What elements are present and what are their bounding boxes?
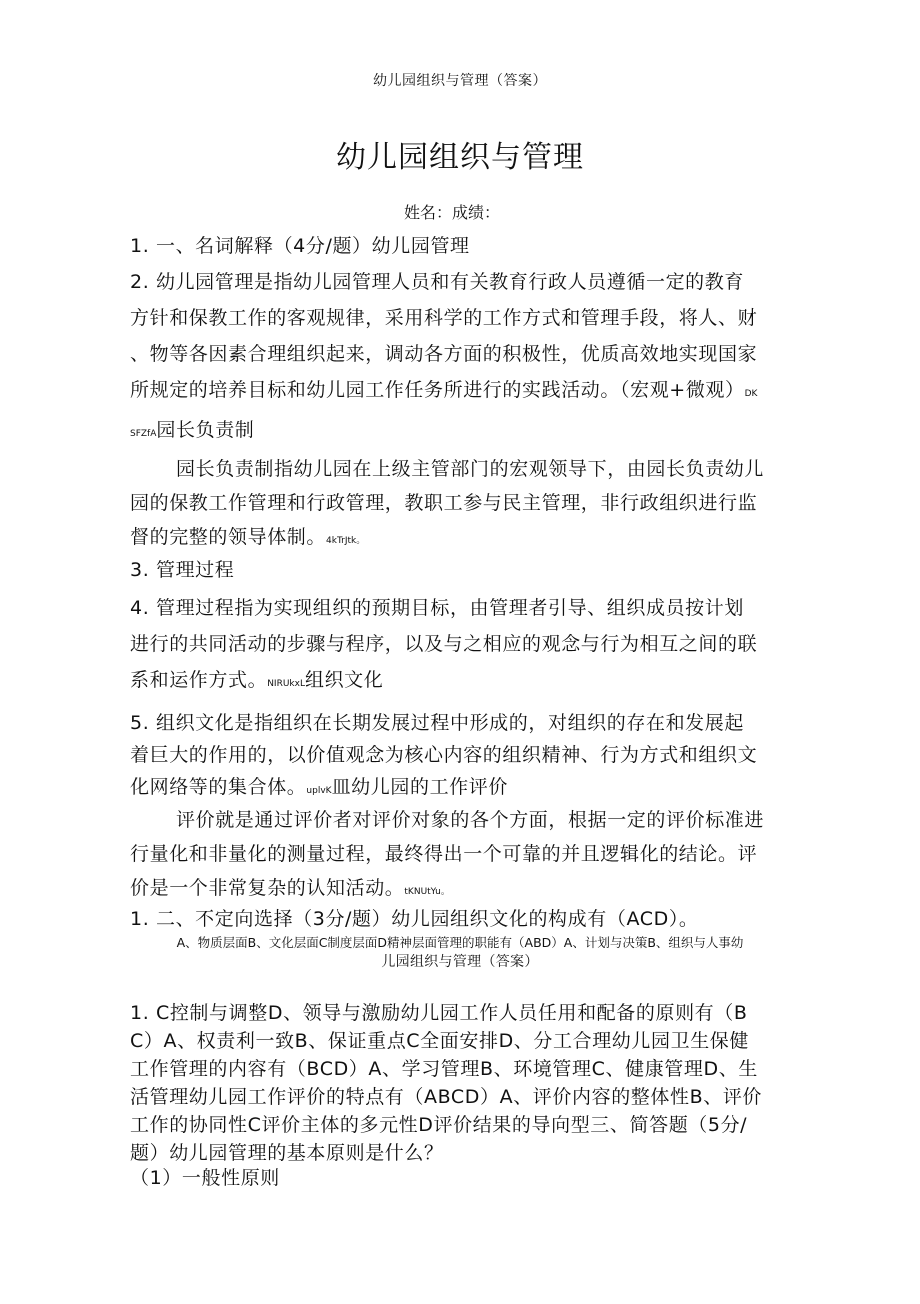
text: 化网络等的集合体。 [130, 776, 307, 798]
line: 工作的协同性C评价主体的多元性D评价结果的导向型三、简答题（5分/ [130, 1114, 748, 1136]
heading: 皿幼儿园的工作评价 [331, 776, 508, 798]
text: 所规定的培养目标和幼儿园工作任务所进行的实践活动。（宏观+微观） [130, 379, 745, 401]
line: C）A、权责利一致B、保证重点C全面安排D、分工合理幼儿园卫生保健 [130, 1030, 749, 1052]
paragraph-11 [130, 1160, 790, 1196]
line: 进行的共同活动的步骤与程序，以及与之相应的观念与行为相互之间的联 [130, 633, 758, 655]
document-title: 幼儿园组织与管理 [336, 140, 584, 175]
line [130, 771, 790, 807]
line: （1）一般性原则 [130, 1167, 280, 1189]
line: 5. 组织文化是指组织在长期发展过程中形成的，对组织的存在和发展起 [130, 712, 744, 734]
paragraph-5 [130, 590, 790, 702]
paragraph-4 [130, 552, 790, 588]
line: 题）幼儿园管理的基本原则是什么？ [130, 1142, 444, 1164]
paragraph-6 [130, 707, 790, 807]
line: 行量化和非量化的测量过程，最终得出一个可靠的并且逻辑化的结论。评 [130, 843, 758, 865]
paragraph-8 [130, 901, 790, 937]
line: 活管理幼儿园工作评价的特点有（ABCD）A、评价内容的整体性B、评价 [130, 1086, 763, 1108]
line: 1. 二、不定向选择（3分/题）幼儿园组织文化的构成有（ACD）。 [130, 908, 699, 930]
ocr-artifact: DK [744, 389, 758, 399]
text: 系和运作方式。 [130, 669, 268, 691]
line: 4. 管理过程指为实现组织的预期目标，由管理者引导、组织成员按计划 [130, 597, 744, 619]
line [130, 662, 790, 702]
ocr-artifact: NIRUkxL [267, 679, 305, 689]
ocr-artifact: tKNUtYu。 [404, 887, 450, 897]
line: 园的保教工作管理和行政管理，教职工参与民主管理，非行政组织进行监 [130, 492, 758, 514]
paragraph-9 [0, 934, 920, 972]
ocr-artifact: 4kTrJtk。 [326, 536, 366, 546]
line: 2. 幼儿园管理是指幼儿园管理人员和有关教育行政人员遵循一定的教育 [130, 271, 744, 293]
paragraph-3 [130, 452, 790, 558]
line: 1. C控制与调整D、领导与激励幼儿园工作人员任用和配备的原则有（B [130, 1002, 748, 1024]
line: 着巨大的作用的，以价值观念为核心内容的组织精神、行为方式和组织文 [130, 744, 758, 766]
paragraph-7 [130, 803, 790, 909]
line: 工作管理的内容有（BCD）A、学习管理B、环境管理C、健康管理D、生 [130, 1058, 758, 1080]
paragraph-10 [130, 999, 790, 1167]
ocr-artifact: SFZfA [130, 429, 157, 439]
name-score-row: 姓名：成绩： [404, 203, 501, 222]
line: 评价就是通过评价者对评价对象的各个方面，根据一定的评价标准进 [176, 809, 765, 831]
running-header: 幼儿园组织与管理（答案） [373, 73, 547, 89]
heading: 组织文化 [304, 669, 384, 691]
running-header-repeat: 儿园组织与管理（答案） [381, 954, 539, 970]
line: 、物等各因素合理组织起来，调动各方面的积极性，优质高效地实现国家 [130, 343, 758, 365]
line [130, 372, 790, 412]
text: 督的完整的领导体制。 [130, 526, 327, 548]
line [130, 412, 790, 452]
heading: 园长负责制 [156, 419, 255, 441]
line: 方针和保教工作的客观规律，采用科学的工作方式和管理手段，将人、财 [130, 307, 758, 329]
text: 价是一个非常复杂的认知活动。 [130, 877, 405, 899]
line: 1. 一、名词解释（4分/题）幼儿园管理 [130, 235, 470, 257]
line: A、物质层面B、文化层面C制度层面D精神层面管理的职能有（ABD）A、计划与决策B、组织与人事幼 [176, 935, 744, 950]
line: 3. 管理过程 [130, 559, 235, 581]
paragraph-1 [130, 228, 790, 264]
paragraph-2 [130, 264, 790, 452]
ocr-artifact: uplvK [306, 786, 332, 796]
line: 园长负责制指幼儿园在上级主管部门的宏观领导下，由园长负责幼儿 [176, 458, 765, 480]
